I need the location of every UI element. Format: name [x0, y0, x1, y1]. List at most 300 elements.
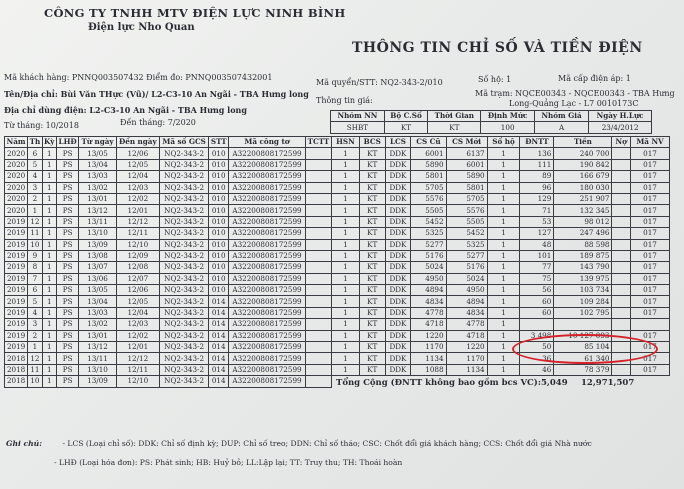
table-row — [5, 239, 332, 250]
gcs-code-cell: NQ2-343-2 — [159, 296, 208, 307]
to-date-cell: 12/12 — [116, 216, 159, 227]
hsn-cell: 1 — [332, 319, 360, 330]
lcs-cell: DDK — [385, 307, 411, 318]
book-number: Mã quyển/STT: NQ2-343-2/010 — [316, 78, 443, 87]
year-cell: 2019 — [5, 342, 28, 353]
to-month: Đến tháng: 7/2020 — [120, 118, 196, 127]
households-cell: 1 — [487, 216, 520, 227]
table-row — [332, 250, 670, 261]
old-reading-cell: 5176 — [411, 250, 446, 261]
to-date-cell: 12/02 — [116, 330, 159, 341]
stt-cell: 010 — [209, 193, 229, 204]
debt-cell — [612, 171, 631, 182]
meter-header-cell: Nhóm NN — [331, 111, 385, 122]
households-cell: 1 — [487, 250, 520, 261]
amount-cell: 103 734 — [554, 285, 612, 296]
meter-code-cell: A32200808172599 — [229, 148, 306, 159]
stt-cell: 014 — [209, 330, 229, 341]
meter-code-cell: A32200808172599 — [229, 250, 306, 261]
bcs-cell: KT — [359, 193, 385, 204]
from-date-cell: 13/12 — [79, 342, 116, 353]
table-row — [5, 182, 332, 193]
year-cell: 2020 — [5, 148, 28, 159]
stt-cell: 010 — [209, 216, 229, 227]
kwh-cell: 3 498 — [520, 330, 554, 341]
meter-code-cell: A32200808172599 — [229, 205, 306, 216]
lcs-cell: DDK — [385, 182, 411, 193]
debt-cell — [612, 239, 631, 250]
households-cell: 1 — [487, 228, 520, 239]
year-cell: 2019 — [5, 228, 28, 239]
stt-header: STT — [209, 137, 229, 148]
households-cell: 1 — [487, 296, 520, 307]
new-reading-cell: 5277 — [446, 250, 487, 261]
old-reading-cell: 5705 — [411, 182, 446, 193]
period-cell: 1 — [42, 216, 56, 227]
tctt-cell — [305, 216, 331, 227]
customer-code: Mã khách hàng: PNNQ003507432 Điểm đo: PNNQ003507432001 — [4, 73, 273, 82]
table-row — [5, 228, 332, 239]
households-cell: 1 — [487, 342, 520, 353]
bcs-cell: KT — [359, 273, 385, 284]
meter-reading-header-row — [332, 137, 670, 148]
lcs-cell: DDK — [385, 342, 411, 353]
tctt-cell — [305, 376, 331, 387]
debt-cell — [612, 205, 631, 216]
period-cell: 1 — [42, 307, 56, 318]
lcs-cell: DDK — [385, 330, 411, 341]
new-reading-cell: 4950 — [446, 285, 487, 296]
old-reading-cell: 1220 — [411, 330, 446, 341]
table-row — [5, 205, 332, 216]
table-row — [332, 364, 670, 375]
new-reading-cell: 4834 — [446, 307, 487, 318]
tctt-cell — [305, 250, 331, 261]
from-date-cell: 13/04 — [79, 159, 116, 170]
stt-cell: 014 — [209, 364, 229, 375]
stt-cell: 010 — [209, 182, 229, 193]
year-cell: 2020 — [5, 159, 28, 170]
year-header: Năm — [5, 137, 28, 148]
meter-header-row — [331, 111, 652, 122]
from-month: Từ tháng: 10/2018 — [4, 121, 79, 130]
invoice-type-cell: PS — [56, 205, 78, 216]
tctt-cell — [305, 342, 331, 353]
amount-cell: 166 679 — [554, 171, 612, 182]
from-date-cell: 13/09 — [79, 239, 116, 250]
table-row — [332, 148, 670, 159]
gcs-code-cell: NQ2-343-2 — [159, 228, 208, 239]
bcs-cell: KT — [359, 342, 385, 353]
households-cell: 1 — [487, 285, 520, 296]
year-cell: 2018 — [5, 376, 28, 387]
new-reading-cell: 5890 — [446, 171, 487, 182]
stt-cell: 014 — [209, 307, 229, 318]
month-cell: 1 — [28, 342, 42, 353]
kwh-cell: 136 — [520, 148, 554, 159]
gcs-code-cell: NQ2-343-2 — [159, 159, 208, 170]
old-reading-cell: 1134 — [411, 353, 446, 364]
year-cell: 2020 — [5, 193, 28, 204]
invoice-type-cell: PS — [56, 342, 78, 353]
month-cell: 5 — [28, 296, 42, 307]
lcs-cell: DDK — [385, 171, 411, 182]
hsn-cell: 1 — [332, 364, 360, 375]
amount-cell: 85 104 — [554, 342, 612, 353]
kwh-cell: 89 — [520, 171, 554, 182]
table-row — [332, 285, 670, 296]
month-cell: 12 — [28, 216, 42, 227]
stt-cell: 010 — [209, 228, 229, 239]
month-cell: 3 — [28, 319, 42, 330]
debt-cell — [612, 285, 631, 296]
to-date-cell: 12/05 — [116, 296, 159, 307]
table-row — [5, 330, 332, 341]
meter-code-cell: A32200808172599 — [229, 364, 306, 375]
year-cell: 2020 — [5, 205, 28, 216]
staff-code-cell: 017 — [630, 239, 669, 250]
stt-cell: 014 — [209, 296, 229, 307]
notes — [6, 439, 592, 448]
debt-cell — [612, 319, 631, 330]
meter-code-cell: A32200808172599 — [229, 182, 306, 193]
from-date-cell: 13/10 — [79, 364, 116, 375]
meter-code-cell: A32200808172599 — [229, 307, 306, 318]
bcs-cell: KT — [359, 250, 385, 261]
table-row — [332, 307, 670, 318]
tctt-header: TCTT — [305, 137, 331, 148]
meter-value-cell: 100 — [481, 122, 534, 133]
staff-code-cell: 017 — [630, 228, 669, 239]
from-date-cell: 13/10 — [79, 228, 116, 239]
lcs-note: - LCS (Loại chỉ số): DDK: Chỉ số định kỳ; DUP: Chỉ số treo; DDN: Chỉ số tháo; CSC: Chốt đổi giá khách hàng; CCS: Chốt đổi giá Nhà nước — [62, 439, 592, 448]
table-row — [5, 307, 332, 318]
staff-code-cell: 017 — [630, 307, 669, 318]
stt-cell: 014 — [209, 376, 229, 387]
period-cell: 1 — [42, 285, 56, 296]
tctt-cell — [305, 353, 331, 364]
to-date-cell: 12/10 — [116, 376, 159, 387]
debt-cell — [612, 228, 631, 239]
kwh-cell: 50 — [520, 342, 554, 353]
amount-cell: 132 345 — [554, 205, 612, 216]
gcs-code-cell: NQ2-343-2 — [159, 330, 208, 341]
year-cell: 2020 — [5, 171, 28, 182]
period-cell: 1 — [42, 228, 56, 239]
total-amount: 12,971,507 — [581, 378, 635, 388]
meter-value-row — [331, 122, 652, 133]
branch-name: Điện lực Nho Quan — [88, 22, 195, 33]
to-date-cell: 12/01 — [116, 205, 159, 216]
bcs-cell: KT — [359, 262, 385, 273]
period-cell: 1 — [42, 319, 56, 330]
bcs-cell: KT — [359, 296, 385, 307]
debt-cell — [612, 159, 631, 170]
meter-code-cell: A32200808172599 — [229, 171, 306, 182]
staff-code-cell: 017 — [630, 159, 669, 170]
month-cell: 2 — [28, 193, 42, 204]
table-row — [5, 353, 332, 364]
period-cell: 1 — [42, 171, 56, 182]
from-date-cell: 13/11 — [79, 353, 116, 364]
tctt-cell — [305, 319, 331, 330]
amount-cell: 180 030 — [554, 182, 612, 193]
invoice-type-cell: PS — [56, 159, 78, 170]
kwh-cell — [520, 319, 554, 330]
table-row — [5, 262, 332, 273]
year-cell: 2019 — [5, 319, 28, 330]
gcs-code-cell: NQ2-343-2 — [159, 148, 208, 159]
period-cell: 1 — [42, 193, 56, 204]
hsn-cell: 1 — [332, 353, 360, 364]
kwh-cell: 127 — [520, 228, 554, 239]
gcs-code-cell: NQ2-343-2 — [159, 205, 208, 216]
to-date-cell: 12/06 — [116, 285, 159, 296]
month-cell: 4 — [28, 171, 42, 182]
staff-code-cell: 017 — [630, 273, 669, 284]
new-reading-cell: 5801 — [446, 182, 487, 193]
total-kwh: 5,049 — [541, 378, 568, 388]
new-reading-cell: 5024 — [446, 273, 487, 284]
station-code: Mã trạm: NQCE00343 - NQCE00343 - TBA Hưng — [475, 89, 675, 98]
new-reading-cell: 5325 — [446, 239, 487, 250]
amount-cell: 190 842 — [554, 159, 612, 170]
lcs-cell: DDK — [385, 216, 411, 227]
stt-cell: 014 — [209, 319, 229, 330]
meter-code-cell: A32200808172599 — [229, 159, 306, 170]
meter-header-cell: Bộ C.Số — [384, 111, 427, 122]
period-cell: 1 — [42, 262, 56, 273]
stt-cell: 010 — [209, 239, 229, 250]
amount-cell: 10 127 093 — [554, 330, 612, 341]
hsn-cell: 1 — [332, 216, 360, 227]
tctt-cell — [305, 262, 331, 273]
kwh-cell: 77 — [520, 262, 554, 273]
year-cell: 2019 — [5, 273, 28, 284]
year-cell: 2020 — [5, 182, 28, 193]
debt-header: Nợ — [612, 137, 631, 148]
old-reading-cell: 4894 — [411, 285, 446, 296]
bcs-cell: KT — [359, 148, 385, 159]
stt-cell: 010 — [209, 285, 229, 296]
gcs-code-header: Mã số GCS — [159, 137, 208, 148]
table-row — [332, 228, 670, 239]
tctt-cell — [305, 364, 331, 375]
from-date-cell: 13/03 — [79, 307, 116, 318]
gcs-code-cell: NQ2-343-2 — [159, 239, 208, 250]
period-header: Kỳ — [44, 137, 55, 147]
new-reading-cell: 5705 — [446, 193, 487, 204]
amount-cell: 98 012 — [554, 216, 612, 227]
meter-code-cell: A32200808172599 — [229, 273, 306, 284]
from-date-cell: 13/06 — [79, 273, 116, 284]
kwh-cell: 48 — [520, 239, 554, 250]
staff-code-cell: 017 — [630, 296, 669, 307]
households-header: Số hộ — [487, 137, 520, 148]
invoice-type-header: LHĐ — [56, 137, 78, 148]
year-cell: 2019 — [5, 330, 28, 341]
meter-code-cell: A32200808172599 — [229, 376, 306, 387]
table-row — [5, 364, 332, 375]
year-cell: 2019 — [5, 262, 28, 273]
from-date-cell: 13/09 — [79, 376, 116, 387]
table-row — [332, 273, 670, 284]
from-date-cell: 13/02 — [79, 319, 116, 330]
hsn-cell: 1 — [332, 330, 360, 341]
meter-value-cell: KT — [384, 122, 427, 133]
gcs-code-cell: NQ2-343-2 — [159, 171, 208, 182]
bcs-cell: KT — [359, 319, 385, 330]
debt-cell — [612, 250, 631, 261]
debt-cell — [612, 216, 631, 227]
hsn-cell: 1 — [332, 285, 360, 296]
hsn-cell: 1 — [332, 205, 360, 216]
invoice-type-cell: PS — [56, 353, 78, 364]
gcs-code-cell: NQ2-343-2 — [159, 273, 208, 284]
amount-cell: 247 496 — [554, 228, 612, 239]
month-cell: 9 — [28, 250, 42, 261]
table-row — [5, 171, 332, 182]
tctt-cell — [305, 273, 331, 284]
households-cell: 1 — [487, 171, 520, 182]
meter-header-cell: Thời Gian — [428, 111, 481, 122]
table-row — [332, 296, 670, 307]
bcs-cell: KT — [359, 182, 385, 193]
table-row — [5, 296, 332, 307]
meter-header-cell: Định Mức — [481, 111, 534, 122]
old-reading-cell: 4950 — [411, 273, 446, 284]
lhd-note: - LHĐ (Loại hóa đơn): PS: Phát sinh; HB: Huỷ bỏ; LL:Lập lại; TT: Truy thu; TH: Thoái hoàn — [54, 458, 403, 467]
staff-code-cell: 017 — [630, 364, 669, 375]
year-cell: 2019 — [5, 250, 28, 261]
meter-code-cell: A32200808172599 — [229, 319, 306, 330]
to-date-cell: 12/08 — [116, 262, 159, 273]
month-cell: 6 — [28, 148, 42, 159]
old-reading-cell: 5576 — [411, 193, 446, 204]
from-date-cell: 13/07 — [79, 262, 116, 273]
to-date-cell: 12/07 — [116, 273, 159, 284]
invoice-type-cell: PS — [56, 228, 78, 239]
amount-cell: 61 340 — [554, 353, 612, 364]
period-cell: 1 — [42, 376, 56, 387]
bcs-header: BCS — [359, 137, 385, 148]
kwh-cell: 75 — [520, 273, 554, 284]
bcs-cell: KT — [359, 307, 385, 318]
new-reading-cell: 6137 — [446, 148, 487, 159]
debt-cell — [612, 193, 631, 204]
lcs-cell: DDK — [385, 319, 411, 330]
from-date-cell: 13/04 — [79, 296, 116, 307]
staff-code-cell: 017 — [630, 330, 669, 341]
households-cell: 1 — [487, 273, 520, 284]
table-row — [332, 159, 670, 170]
staff-code-cell — [630, 319, 669, 330]
meter-value-cell: KT — [428, 122, 481, 133]
staff-code-cell: 017 — [630, 250, 669, 261]
lcs-cell: DDK — [385, 159, 411, 170]
invoice-type-cell: PS — [56, 364, 78, 375]
old-reading-cell: 1170 — [411, 342, 446, 353]
kwh-cell: 56 — [520, 285, 554, 296]
table-row — [5, 273, 332, 284]
period-cell: 1 — [42, 159, 56, 170]
hsn-cell: 1 — [332, 307, 360, 318]
table-row — [5, 159, 332, 170]
invoice-type-cell: PS — [56, 330, 78, 341]
stt-cell: 010 — [209, 205, 229, 216]
month-cell: 6 — [28, 285, 42, 296]
gcs-code-cell: NQ2-343-2 — [159, 285, 208, 296]
to-date-cell: 12/10 — [116, 239, 159, 250]
table-row — [5, 250, 332, 261]
period-cell: 1 — [42, 205, 56, 216]
period-cell: 1 — [42, 182, 56, 193]
meter-code-cell: A32200808172599 — [229, 216, 306, 227]
stt-cell: 010 — [209, 159, 229, 170]
table-row — [5, 285, 332, 296]
stt-cell: 010 — [209, 250, 229, 261]
year-cell: 2019 — [5, 307, 28, 318]
month-cell: 5 — [28, 159, 42, 170]
tctt-cell — [305, 193, 331, 204]
customer-name-address: Tên/Địa chỉ: Bùi Văn THực (Vũ)/ L2-C3-10 An Ngãi - TBA Hưng long — [4, 89, 309, 99]
staff-code-cell: 017 — [630, 148, 669, 159]
hsn-cell: 1 — [332, 182, 360, 193]
new-reading-cell: 5452 — [446, 228, 487, 239]
month-cell: 7 — [28, 273, 42, 284]
station-code-line2: Long-Quảng Lạc - L7 0010173C — [509, 99, 639, 108]
to-date-cell: 12/05 — [116, 159, 159, 170]
amount-cell: 109 284 — [554, 296, 612, 307]
tctt-cell — [305, 182, 331, 193]
to-date-cell: 12/03 — [116, 182, 159, 193]
invoice-type-cell: PS — [56, 250, 78, 261]
month-cell: 12 — [28, 353, 42, 364]
households-cell: 1 — [487, 239, 520, 250]
price-info-label: Thông tin giá: — [316, 96, 373, 105]
old-reading-cell: 5325 — [411, 228, 446, 239]
households-cell: 1 — [487, 159, 520, 170]
new-reading-cell: 5176 — [446, 262, 487, 273]
lcs-header: LCS — [385, 137, 411, 148]
from-date-cell: 13/01 — [79, 330, 116, 341]
meter-code-cell: A32200808172599 — [229, 239, 306, 250]
new-reading-cell: 1134 — [446, 364, 487, 375]
bcs-cell: KT — [359, 216, 385, 227]
total-label: Tổng Cộng (ĐNTT không bao gồm bcs VC): — [336, 378, 541, 388]
meter-header-cell: Nhóm Giá — [534, 111, 588, 122]
meter-code-cell: A32200808172599 — [229, 330, 306, 341]
new-reading-cell: 4718 — [446, 330, 487, 341]
from-date-cell: 13/05 — [79, 285, 116, 296]
kwh-cell: 36 — [520, 353, 554, 364]
gcs-code-cell: NQ2-343-2 — [159, 376, 208, 387]
from-date-cell: 13/12 — [79, 205, 116, 216]
invoice-type-cell: PS — [56, 376, 78, 387]
bcs-cell: KT — [359, 353, 385, 364]
meter-code-cell: A32200808172599 — [229, 228, 306, 239]
old-reading-cell: 4718 — [411, 319, 446, 330]
new-reading-header: CS Mới — [446, 137, 487, 148]
month-cell: 10 — [28, 376, 42, 387]
old-reading-cell: 5505 — [411, 205, 446, 216]
voltage-level: Mã cấp điện áp: 1 — [558, 74, 631, 83]
gcs-code-cell: NQ2-343-2 — [159, 193, 208, 204]
new-reading-cell: 4894 — [446, 296, 487, 307]
new-reading-cell: 1220 — [446, 342, 487, 353]
meter-code-cell: A32200808172599 — [229, 285, 306, 296]
hsn-cell: 1 — [332, 342, 360, 353]
